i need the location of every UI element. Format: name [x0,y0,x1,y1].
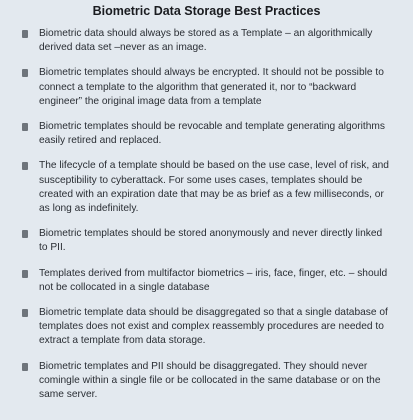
bullet-icon [22,69,28,77]
list-item [22,227,391,255]
bullet-icon [22,230,28,238]
bullet-icon [22,162,28,170]
list-item-text: Templates derived from multifactor biometrics – iris, face, finger, etc. – should not be collocated in a single database [39,267,388,293]
bullet-icon [22,309,28,317]
list-item-text: Biometric template data should be disaggregated so that a single database of templates does not exist and complex reassembly procedures are needed to extract a template from data storage. [39,307,388,347]
list-item-text: Biometric templates should be stored anonymously and never directly linked to PII. [39,228,383,254]
list-item [22,66,391,109]
list-item [22,120,391,148]
list-item-text: Biometric templates should always be encrypted. It should not be possible to connect a template to the algorithm that generated it, nor to “backward engineer” the original image data from a template [39,67,384,107]
list-item [22,27,391,55]
list-item [22,306,391,349]
list-item-text: Biometric data should always be stored as a Template – an algorithmically derived data set –never as an image. [39,28,373,54]
list-item [22,159,391,216]
list-item-text: The lifecycle of a template should be based on the use case, level of risk, and susceptibility to cyberattack. For some uses cases, templates should be created with an expiration date that may be as brief as a few milliseconds, or as long as indefinitely. [39,160,389,215]
list-item [22,267,391,295]
list-item-text: Biometric templates and PII should be disaggregated. They should never comingle within a single file or be collocated in the same database or on the same server. [39,360,381,401]
bullet-icon [22,363,28,371]
bullet-icon [22,270,28,278]
list-item [22,360,391,403]
bullet-icon [22,30,28,38]
list-item-text: Biometric templates should be revocable and template generating algorithms easily retired and replaced. [39,121,386,147]
page-title: Biometric Data Storage Best Practices [92,4,321,18]
practices-list [22,27,391,402]
bullet-icon [22,123,28,131]
